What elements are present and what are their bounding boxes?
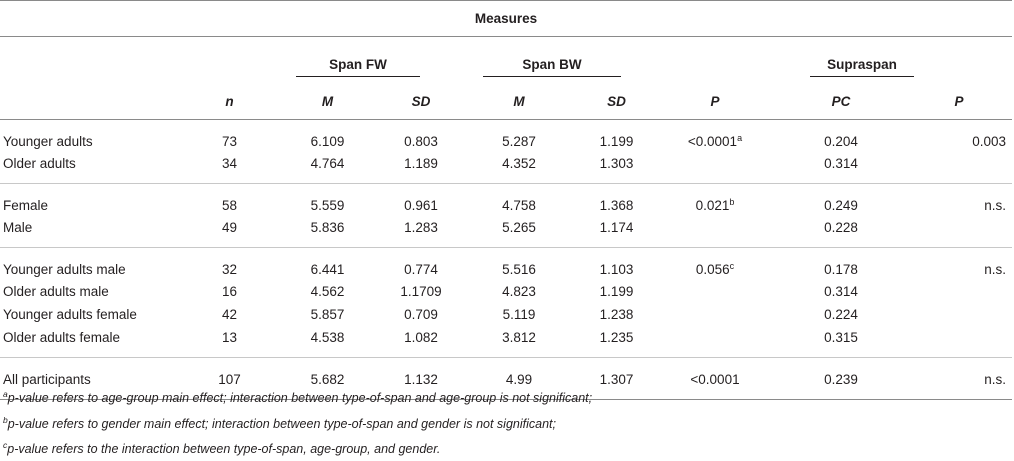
table-row: Older adults male 16 4.562 1.1709 4.823 1.199 0.314 [3,284,858,299]
title-row [0,1,1012,37]
table-row: Older adults 34 4.764 1.189 4.352 1.303 0.314 [0,152,1012,184]
col-m-bw: M [463,83,575,120]
subheader-row [0,83,1012,120]
table-row: Younger adults female 42 5.857 0.709 5.119 1.238 0.224 [3,307,858,322]
table-row: Younger adults male 32 6.441 0.774 5.516 1.103 0.056$^c$ 0.178 n.s. [3,261,1006,277]
col-sd-fw: SD [379,83,463,120]
table-row: Male 49 5.836 1.283 5.265 1.174 0.228 [0,216,1012,248]
col-p2: P [910,83,1012,120]
table-row: Older adults female 13 4.538 1.082 3.812 1.235 0.315 [0,326,1012,358]
footnote: $^b$p-value refers to gender main effect; interaction between type-of-span and gender is not significant; [3,414,556,431]
table-row: Female 58 5.559 0.961 4.758 1.368 0.021$^b$ 0.249 n.s. [3,197,1006,213]
group-header-row [0,37,1012,84]
footnote: $^a$p-value refers to age-group main effect; interaction between type-of-span and age-group is not significant; [3,389,593,405]
span-fw-heading: Span FW [296,57,420,77]
col-pc: PC [772,83,910,120]
col-p: P [658,83,772,120]
footnotes [3,384,592,461]
col-n: n [183,83,276,120]
measures-heading: Measures [0,1,1012,37]
table-row: All participants 107 5.682 1.132 4.99 1.307 <0.0001 0.239 n.s. [0,358,1012,400]
table-row: Younger adults 73 6.109 0.803 5.287 1.199 <0.0001$^a$ 0.204 0.003 [3,133,1006,149]
span-bw-heading: Span BW [483,57,621,77]
footnote: $^c$p-value refers to the interaction between type-of-span, age-group, and gender. [3,440,441,456]
supraspan-heading: Supraspan [810,57,914,77]
col-m-fw: M [276,83,379,120]
col-sd-bw: SD [575,83,658,120]
